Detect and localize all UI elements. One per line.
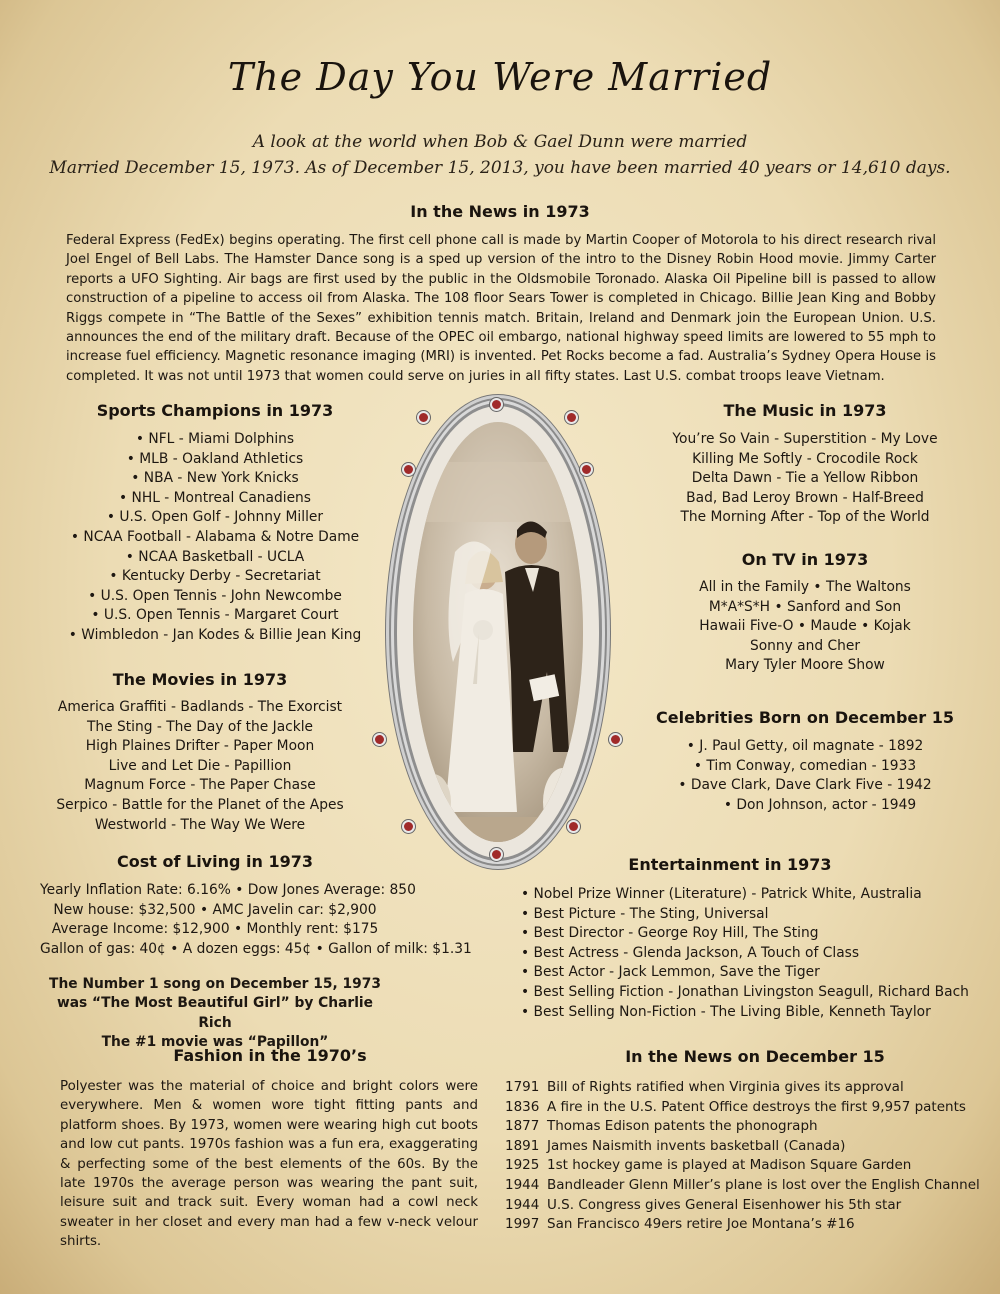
list-item: • Best Picture - The Sting, Universal [521, 905, 769, 922]
list-item: Delta Dawn - Tie a Yellow Ribbon [691, 470, 919, 487]
list-item: All in the Family • The Waltons [699, 579, 911, 595]
tv-list [615, 578, 995, 676]
movies-list [25, 698, 375, 835]
fashion-heading: Fashion in the 1970’s [173, 1046, 367, 1065]
entertainment-list [521, 885, 991, 1022]
list-item: America Graffiti - Badlands - The Exorcist [57, 699, 343, 715]
list-item: Hawaii Five-O • Maude • Kojak [699, 618, 911, 635]
list-item: • NCAA Football - Alabama & Notre Dame [70, 528, 360, 545]
list-item: Killing Me Softly - Crocodile Rock [692, 450, 918, 467]
event: Bandleader Glenn Miller’s plane is lost over the English Channel [547, 1176, 980, 1193]
table-row [505, 1176, 995, 1196]
table-row [505, 1098, 995, 1118]
frame-jewel [567, 820, 580, 833]
news-1973-heading: In the News in 1973 [410, 202, 590, 221]
list-item: Mary Tyler Moore Show [725, 657, 885, 674]
number-one-song-line1: The Number 1 song on December 15, 1973 [49, 976, 381, 992]
list-item: Bad, Bad Leroy Brown - Half-Breed [686, 489, 924, 506]
news-1973-text: Federal Express (FedEx) begins operating. The first cell phone call is made by Martin Cooper of Motorola to his direct research rival Joel Engel of Bell Labs. The Hamster Dance song is a sped up version of the intro to the Disney Robin Hood movie. Jimmy Carter reports a UFO Sighting. Air bags are first used by the public in the Oldsmobile Toronado. Alaska Oil Pipeline bill is passed to allow construction of a pipeline to access oil from Alaska. The 108 floor Sears Tower is completed in Chicago. Billie Jean King and Bobby Riggs compete in “The Battle of the Sexes” exhibition tennis match. Britain, Ireland and Denmark join the European Union. U.S. announces the end of the military draft. Because of the OPEC oil embargo, national highway speed limits are lowered to 55 mph to increase fuel efficiency. Magnetic resonance imaging (MRI) is invented. Pet Rocks become a fad. Australia’s Sydney Opera House is completed. It was not until 1973 that women could serve on juries in all fifty states. Last U.S. combat troops leave Vietnam. [66, 233, 936, 384]
sports-heading: Sports Champions in 1973 [96, 401, 334, 420]
list-item: • Tim Conway, comedian - 1933 [693, 757, 917, 774]
fashion-text: Polyester was the material of choice and bright colors were everywhere. Men & women wore tight fitting pants and platform shoes. By 1973, women were wearing high cut boots and low cut pants. 1970s fashion was a fun era, exaggerating & perfecting some of the best elements of the 60s. By the late 1970s the average person was wearing the pant suit, leisure suit and track suit. Every woman had a cowl neck sweater in her closet and every man had a few v-neck velour shirts. [60, 1079, 478, 1250]
list-item: • Dave Clark, Dave Clark Five - 1942 [678, 777, 932, 794]
celebrities-list [615, 737, 995, 815]
list-item: • MLB - Oakland Athletics [126, 450, 304, 467]
celebrities-heading: Celebrities Born on December 15 [656, 708, 954, 727]
frame-jewel [490, 398, 503, 411]
movies-heading: The Movies in 1973 [112, 670, 288, 689]
list-item: • NFL - Miami Dolphins [135, 431, 295, 447]
frame-jewel [490, 848, 503, 861]
frame-jewel [373, 733, 386, 746]
event: James Naismith invents basketball (Canada) [547, 1137, 846, 1154]
cost-list [40, 881, 472, 959]
list-item: Serpico - Battle for the Planet of the Apes [56, 796, 344, 813]
subtitle-married-duration: Married December 15, 1973. As of December 15, 2013, you have been married 40 years or 14,610 days. [49, 158, 951, 178]
table-row [505, 1117, 995, 1137]
list-item: • U.S. Open Golf - Johnny Miller [106, 509, 324, 526]
event: A fire in the U.S. Patent Office destroys the first 9,957 patents [547, 1098, 966, 1115]
year: 1997 [505, 1216, 540, 1233]
list-item: • Best Selling Non-Fiction - The Living Bible, Kenneth Taylor [521, 1003, 931, 1020]
frame-jewel [402, 820, 415, 833]
list-item: Average Income: $12,900 • Monthly rent: $175 [51, 921, 379, 938]
list-item: • NBA - New York Knicks [131, 470, 299, 487]
list-item: • NHL - Montreal Canadiens [119, 489, 311, 506]
tv-heading: On TV in 1973 [741, 550, 869, 569]
event: U.S. Congress gives General Eisenhower his 5th star [547, 1196, 902, 1213]
list-item: You’re So Vain - Superstition - My Love [672, 431, 938, 447]
table-row [505, 1196, 995, 1216]
frame-jewel [565, 411, 578, 424]
list-item: Yearly Inflation Rate: 6.16% • Dow Jones Average: 850 [40, 882, 416, 898]
year: 1791 [505, 1079, 540, 1095]
wedding-photo [413, 422, 583, 842]
number-one-song-line2: was “The Most Beautiful Girl” by Charlie Rich [56, 995, 374, 1031]
year: 1877 [505, 1118, 540, 1135]
list-item: Gallon of gas: 40¢ • A dozen eggs: 45¢ • Gallon of milk: $1.31 [40, 940, 472, 957]
list-item: Westworld - The Way We Were [94, 816, 306, 833]
number-one-movie: The #1 movie was “Papillon” [101, 1034, 329, 1051]
table-row [505, 1137, 995, 1157]
list-item: • Best Actress - Glenda Jackson, A Touch of Class [521, 944, 860, 961]
list-item: • Kentucky Derby - Secretariat [109, 568, 321, 585]
table-row [505, 1156, 995, 1176]
year: 1944 [505, 1196, 540, 1213]
list-item: The Morning After - Top of the World [680, 509, 930, 526]
list-item: New house: $32,500 • AMC Javelin car: $2,900 [53, 901, 377, 918]
list-item: • Wimbledon - Jan Kodes & Billie Jean King [68, 626, 362, 643]
list-item: • NCAA Basketball - UCLA [125, 548, 305, 565]
list-item: M*A*S*H • Sanford and Son [708, 598, 902, 615]
list-item: • Nobel Prize Winner (Literature) - Patrick White, Australia [521, 886, 922, 902]
list-item: Live and Let Die - Papillion [108, 757, 292, 774]
subtitle-couple: A look at the world when Bob & Gael Dunn were married [252, 132, 748, 152]
list-item: • U.S. Open Tennis - John Newcombe [88, 587, 342, 604]
year: 1891 [505, 1137, 540, 1154]
frame-jewel [417, 411, 430, 424]
music-list [615, 430, 995, 528]
list-item: • Best Director - George Roy Hill, The Sting [521, 925, 819, 942]
list-item: • Best Actor - Jack Lemmon, Save the Tiger [521, 964, 820, 981]
year: 1944 [505, 1176, 540, 1193]
list-item: • J. Paul Getty, oil magnate - 1892 [686, 738, 924, 754]
table-row [505, 1215, 995, 1235]
list-item: • Best Selling Fiction - Jonathan Livingston Seagull, Richard Bach [521, 983, 969, 1000]
dec15-news-list [505, 1078, 995, 1235]
list-item: • U.S. Open Tennis - Margaret Court [91, 607, 339, 624]
cost-heading: Cost of Living in 1973 [117, 852, 313, 871]
table-row [505, 1078, 995, 1098]
number-one-block [40, 975, 390, 1053]
list-item: High Plaines Drifter - Paper Moon [85, 738, 315, 755]
year: 1836 [505, 1098, 540, 1115]
wedding-photo-image [413, 422, 583, 842]
entertainment-heading: Entertainment in 1973 [628, 855, 832, 874]
sports-list [40, 430, 390, 646]
page-title: The Day You Were Married [227, 55, 773, 99]
event: 1st hockey game is played at Madison Square Garden [547, 1157, 912, 1174]
music-heading: The Music in 1973 [723, 401, 887, 420]
dec15-news-heading: In the News on December 15 [625, 1047, 885, 1066]
list-item: Sonny and Cher [749, 637, 861, 654]
year: 1925 [505, 1157, 540, 1174]
list-item: The Sting - The Day of the Jackle [86, 718, 314, 735]
event: Thomas Edison patents the phonograph [547, 1118, 818, 1135]
event: Bill of Rights ratified when Virginia gives its approval [547, 1079, 904, 1095]
frame-jewel [580, 463, 593, 476]
list-item: • Don Johnson, actor - 1949 [723, 796, 917, 813]
list-item: Magnum Force - The Paper Chase [84, 777, 316, 794]
frame-jewel [402, 463, 415, 476]
event: San Francisco 49ers retire Joe Montana’s #16 [547, 1216, 855, 1233]
